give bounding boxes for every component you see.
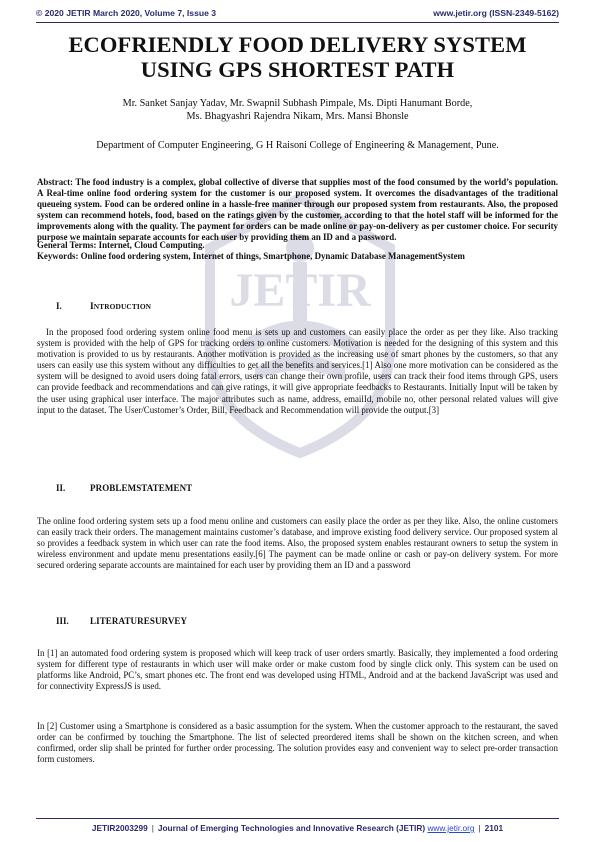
section-heading-problem-statement xyxy=(56,483,192,493)
section-title: PROBLEMSTATEMENT xyxy=(90,483,193,493)
literature-paragraph-1: In [1] an automated food ordering system is proposed which will keep track of user orders smartly. Basically, they implemented a food ordering system for different type of restaurants in which user will make order or make custom food by single click only. This system can be used on platforms like Android, PC’s, smart phones etc. The front end was developed using HTML, Android and at the backend JavaScript was used and for connectivity ExpressJS is used. xyxy=(37,648,558,692)
section-heading-introduction xyxy=(56,301,151,312)
section-title-initial: I xyxy=(90,302,94,312)
footer-page-number: 2101 xyxy=(484,823,504,833)
header-website-issn[interactable]: www.jetir.org (ISSN-2349-5162) xyxy=(433,8,559,18)
author-list xyxy=(40,97,555,123)
section-number: II. xyxy=(56,483,66,493)
section-heading-literature-survey xyxy=(56,616,187,626)
affiliation: Department of Computer Engineering, G H Raisoni College of Engineering & Management, Pune. xyxy=(96,140,499,151)
footer-journal-name: Journal of Emerging Technologies and Innovative Research (JETIR) xyxy=(157,823,426,833)
terms-block xyxy=(37,240,558,261)
introduction-paragraph: In the proposed food ordering system online food menu is sets up and customers can easily place the order as per they like. Also tracking system is provided with the help of GPS for tracking orders to online customers. Motivation is needed for the designing of this system and this motivation is provided to us by restaurants. Another motivation is provided as the increasing use of smart phones by the customers, so that any users can easily use this system without any difficulties to get all the benefits and services.[1] Also one more motivation can be considered as the system will be designed to avoid users doing fatal errors, users can change their own profile, users can track their food items through GPS, users can provide feedback and recommendations and can give ratings, it will give appropriate feedbacks to Restaurants. Initially Input will be taken by the user using graphical user interface. The major attributes such as name, address, emailId, mobile no, other personal related values will give input to the dataset. The User/Customer’s Order, Bill, Feedback and Recommendation will provide the output.[3] xyxy=(37,327,558,415)
section-number: I. xyxy=(56,301,62,311)
abstract-paragraph: Abstract: The food industry is a complex, global collective of diverse that supplies most of the food consumed by the world’s population. A Real-time online food ordering system for the customer is our proposed system. It overcomes the disadvantages of the traditional queueing system. Food can be ordered online in a hassle-free manner through our proposed system from restaurants. Also, the proposed system can recommend hotels, food, based on the ratings given by the customer, according to that the hotel staff will be informed for the improvements along with the quality. The payment for orders can be made online or pay-on-delivery as per customer choice. For security purpose we maintain separate accounts for each user by providing them an ID and a password. xyxy=(37,177,558,243)
header-issue-info: © 2020 JETIR March 2020, Volume 7, Issue 3 xyxy=(36,8,217,18)
keywords: Keywords: Online food ordering system, Internet of things, Smartphone, Dynamic Database ManagementSystem xyxy=(37,250,465,261)
footer-paper-id: JETIR2003299 xyxy=(91,823,148,833)
section-title-rest: NTRODUCTION xyxy=(93,302,152,311)
header-rule xyxy=(36,22,559,23)
running-header xyxy=(36,8,559,21)
watermark-text: JETIR xyxy=(229,264,371,317)
authors-line-1: Mr. Sanket Sanjay Yadav, Mr. Swapnil Subhash Pimpale, Ms. Dipti Hanumant Borde, xyxy=(122,98,473,109)
footer-site-link[interactable]: www.jetir.org xyxy=(427,823,475,833)
general-terms: General Terms: Internet, Cloud Computing. xyxy=(37,240,205,250)
problem-statement-paragraph: The online food ordering system sets up a food menu online and customers can easily place the order as per they like. Also, the online customers can easily track their orders. The management maintains customer’s database, and improve existing food delivery service. Our proposed system al so provides a feedback system in which user can rate the food items. Also, the proposed system enables restaurant owners to setup the system in wireless environment and update menu presentations easily.[6] The payment can be made online or cash or pay-on delivery system. For more secured ordering separate accounts are maintained for each user by providing them an ID and a password xyxy=(37,516,558,571)
authors-line-2: Ms. Bhagyashri Rajendra Nikam, Mrs. Mansi Bhonsle xyxy=(186,111,409,123)
running-footer: JETIR2003299 | Journal of Emerging Technologies and Innovative Research (JETIR) www.jetir.org | 2101 xyxy=(91,823,504,833)
section-number: III. xyxy=(56,616,69,626)
title-line-2: USING GPS SHORTEST PATH xyxy=(140,57,455,82)
literature-paragraph-2: In [2] Customer using a Smartphone is considered as a basic assumption for the system. When the customer approach to the restaurant, the saved order can be confirmed by touching the Smartphone. The list of selected preordered items shall be shown on the kitchen screen, and when confirmed, order slip shall be printed for further order processing. The solution provides easy and convenient way to select pre-order transaction form customers. xyxy=(37,721,558,765)
title-line-1: ECOFRIENDLY FOOD DELIVERY SYSTEM xyxy=(68,32,527,57)
section-title: LITERATURESURVEY xyxy=(90,616,188,626)
paper-title xyxy=(30,32,565,82)
footer-rule xyxy=(36,818,559,819)
